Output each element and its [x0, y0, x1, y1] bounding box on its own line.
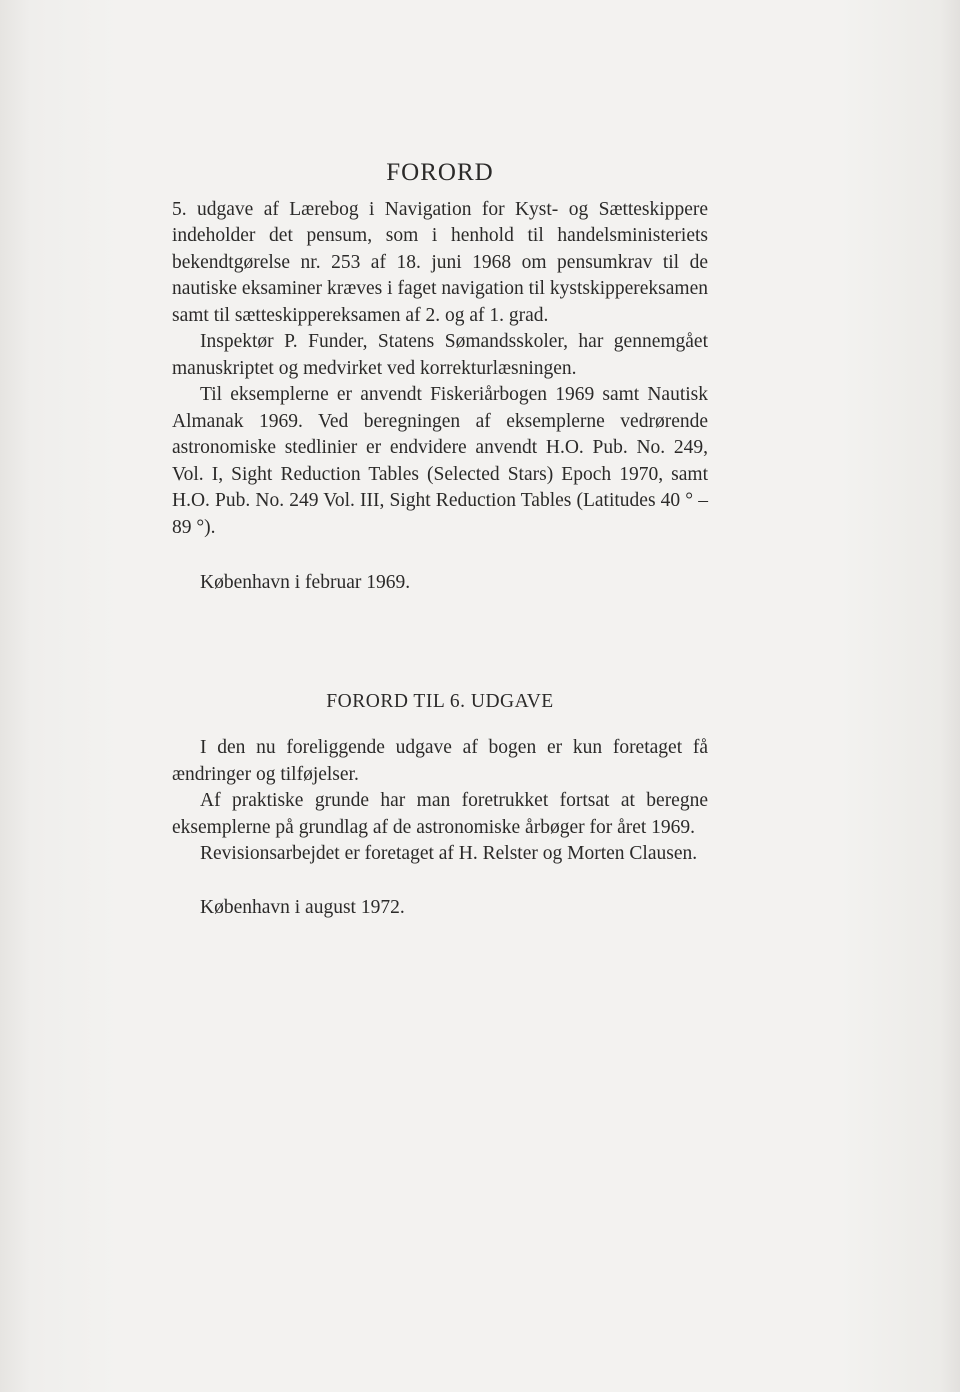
- foreword-signature: København i februar 1969.: [200, 572, 411, 593]
- spacer: [172, 541, 708, 570]
- foreword-6th-edition-title: FORORD TIL 6. UDGAVE: [326, 690, 554, 712]
- foreword-6th-paragraph-3: Revisionsarbejdet er foretaget af H. Relster og Morten Clausen.: [200, 843, 698, 864]
- page-content: [172, 160, 708, 921]
- foreword-6th-signature: København i august 1972.: [200, 896, 405, 918]
- foreword-6th-paragraph-2: Af praktiske grunde har man foretrukket fortsat at beregne eksemplerne på grundlag af de astronomiske årbøger for året 1969.: [172, 790, 708, 838]
- spacer: [172, 868, 708, 895]
- foreword-title: FORORD: [386, 159, 494, 186]
- foreword-paragraph-3: Til eksemplerne er anvendt Fiskeriårbogen 1969 samt Nautisk Almanak 1969. Ved beregningen af eksemplerne vedrørende astronomiske stedlinier er endvidere anvendt H.O. Pub. No. 249, Vol. I, Sight Reduction Tables (Selected Stars) Epoch 1970, samt H.O. Pub. No. 249 Vol. III, Sight Reduction Tables (Latitudes 40 ° – 89 °).: [172, 384, 708, 538]
- spacer: [172, 597, 708, 689]
- foreword-paragraph-2: Inspektør P. Funder, Statens Sømandsskoler, har gennemgået manuskriptet og medvirket ved korrekturlæsningen.: [172, 331, 708, 379]
- foreword-paragraph-1: 5. udgave af Lærebog i Navigation for Kyst- og Sætteskippere indeholder det pensum, som i henhold til handelsministeriets bekendtgørelse nr. 253 af 18. juni 1968 om pensumkrav til de nautiske eksaminer kræves i faget navigation til kystskippereksamen samt til sætteskippereksamen af 2. og af 1. grad.: [172, 198, 708, 326]
- foreword-6th-paragraph-1: I den nu foreliggende udgave af bogen er kun foretaget få ændringer og tilføjelser.: [172, 737, 708, 785]
